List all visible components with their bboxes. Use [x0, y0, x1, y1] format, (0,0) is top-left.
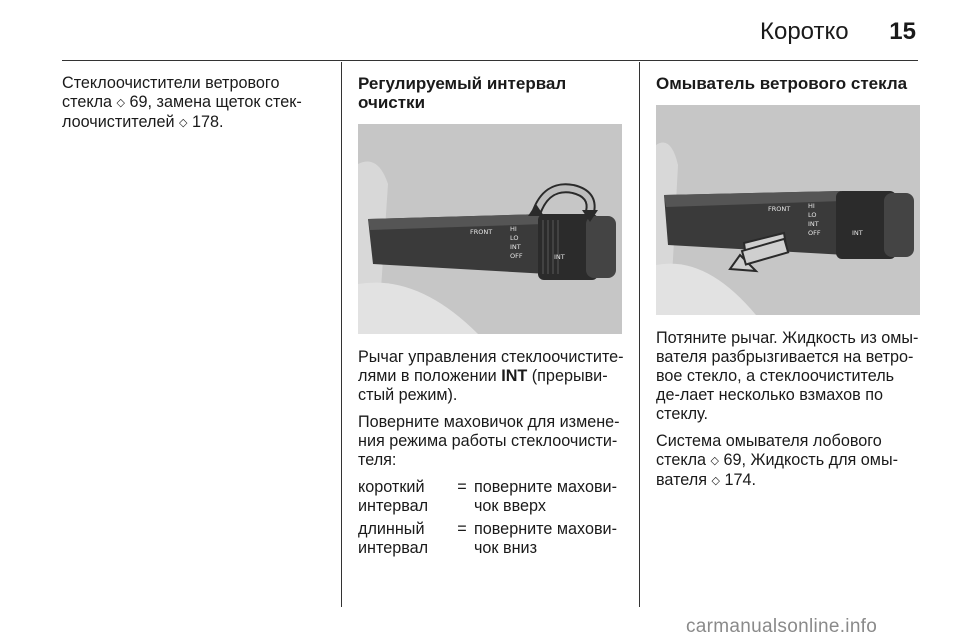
section-heading-interval: Регулируемый интервал очистки — [358, 74, 567, 112]
cross-reference-text: Стеклоочистители ветрового стекла ◇ 69, замена щеток стек- лоочистителей ◇ 178. — [62, 74, 302, 131]
page-reference-icon: ◇ — [710, 455, 720, 467]
knob-label-int: INT — [852, 229, 863, 237]
lever-label-hi: HI — [510, 225, 517, 233]
column-divider-1 — [341, 62, 342, 607]
lever-label-lo: LO — [510, 234, 519, 242]
watermark: carmanualsonline.info — [686, 616, 878, 637]
washer-lever-photo — [656, 105, 920, 315]
paragraph-washer-instruction: Потяните рычаг. Жидкость из омы-вателя разбрызгивается на ветро-вое стекло, а стеклоочиститель де-лает несколько взмахов по стеклу. — [656, 329, 919, 423]
column-divider-2 — [639, 62, 640, 607]
definition-row — [358, 520, 626, 562]
lever-label-int: INT — [808, 220, 819, 228]
definition-term: короткий интервал — [358, 478, 429, 515]
paragraph-knob-instruction: Поверните маховичок для измене-ния режима работы стеклоочисти-теля: — [358, 413, 620, 469]
column-2 — [358, 74, 626, 562]
wiper-lever-interval-photo — [358, 124, 622, 334]
lever-label-front: FRONT — [768, 205, 791, 213]
interval-definition-list — [358, 478, 626, 562]
definition-row — [358, 478, 626, 520]
definition-equals: = — [457, 520, 467, 538]
lever-label-front: FRONT — [470, 228, 493, 236]
section-heading-washer: Омыватель ветрового стекла — [656, 74, 908, 93]
page-reference-icon: ◇ — [179, 117, 188, 129]
lever-label-lo: LO — [808, 211, 817, 219]
page-reference-icon: ◇ — [116, 97, 126, 109]
header-divider — [62, 60, 918, 61]
page-number: 15 — [889, 18, 916, 45]
paragraph-int-mode: Рычаг управления стеклоочистите-лями в положении INT (прерыви-стый режим). — [358, 348, 624, 404]
paragraph-washer-reference: Система омывателя лобового стекла ◇ 69, Жидкость для омы-вателя ◇ 174. — [656, 432, 898, 489]
lever-label-hi: HI — [808, 202, 815, 210]
column-1 — [62, 74, 330, 141]
definition-term: длинный интервал — [358, 520, 429, 557]
column-3 — [656, 74, 920, 499]
definition-description: поверните махови-чок вверх — [474, 478, 617, 515]
definition-description: поверните махови-чок вниз — [474, 520, 617, 557]
knob-label-int: INT — [554, 253, 565, 261]
lever-label-int: INT — [510, 243, 521, 251]
definition-equals: = — [457, 478, 467, 496]
page-reference-icon: ◇ — [711, 475, 720, 487]
lever-label-off: OFF — [808, 229, 821, 237]
lever-label-off: OFF — [510, 252, 523, 260]
int-mode-label: INT — [501, 367, 528, 385]
page-title: Коротко — [760, 18, 849, 45]
